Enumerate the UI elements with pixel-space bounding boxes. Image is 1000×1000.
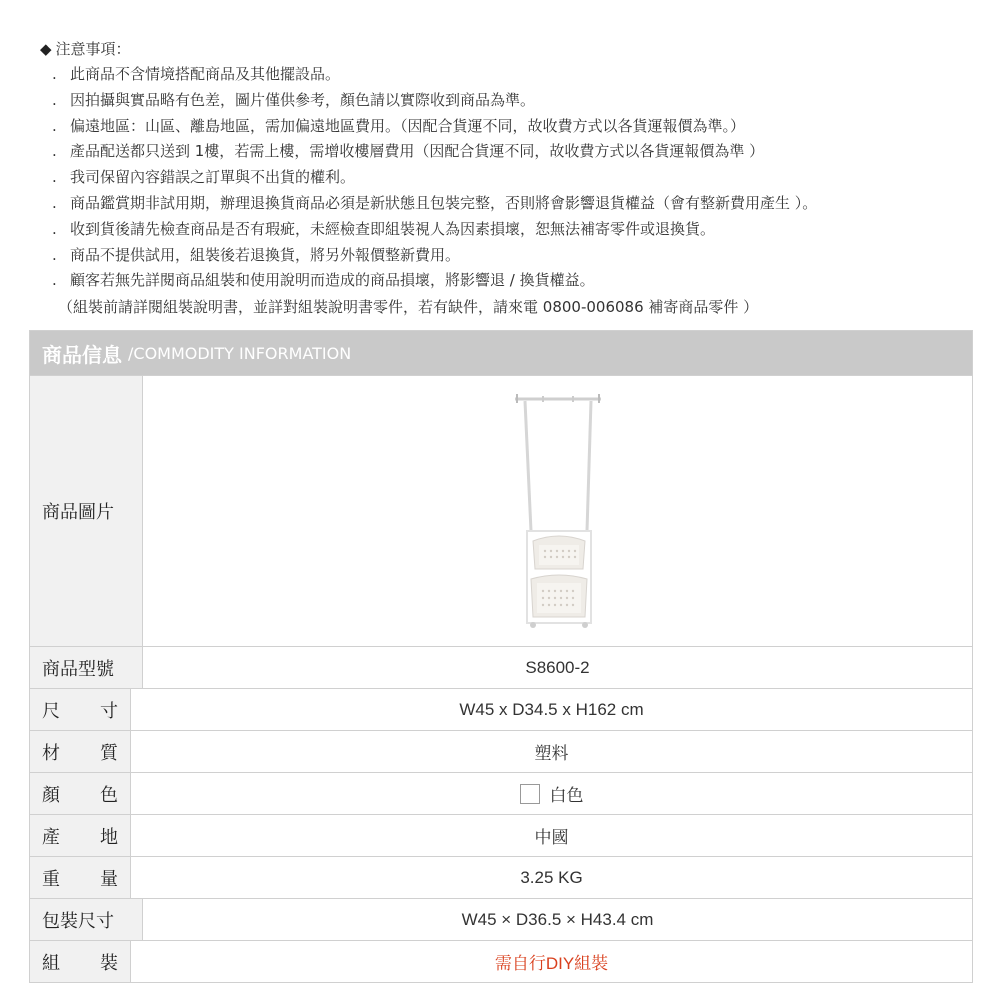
row-label-char: 色 — [100, 784, 118, 806]
table-row-origin — [30, 814, 972, 856]
bullet-icon: . — [52, 142, 57, 161]
table-row-model — [30, 646, 972, 688]
bullet-icon: . — [52, 65, 57, 83]
note-item: . 商品鑑賞期非試用期，辦理退換貨商品必須是新狀態且包裝完整，否則將會影響退貨權益（會有整新費用產生 ）。 — [40, 191, 980, 217]
row-label-char: 重 — [42, 868, 60, 890]
row-label-char: 地 — [100, 826, 118, 848]
info-title-zh: 商品信息 — [42, 342, 122, 367]
diamond-icon: ◆ — [40, 40, 52, 58]
bullet-icon: . — [52, 271, 57, 290]
row-value: W45 × D36.5 × H43.4 cm — [461, 909, 654, 929]
notes-footer: （組裝前請詳閱組裝說明書，並詳對組裝說明書零件，若有缺件，請來電 0800-006086 補寄商品零件 ） — [58, 298, 759, 317]
info-header — [30, 331, 972, 375]
table-row-package-size — [30, 898, 972, 940]
notes-title — [40, 36, 980, 62]
row-value — [131, 773, 972, 814]
note-item: . 商品不提供試用，組裝後若退換貨，將另外報價整新費用。 — [40, 243, 980, 269]
row-label-char: 裝 — [100, 952, 118, 974]
note-item: . 我司保留內容錯誤之訂單與不出貨的權利。 — [40, 165, 980, 191]
note-item: . 產品配送都只送到 1樓，若需上樓，需增收樓層費用（因配合貨運不同，故收費方式以各貨運報價為準 ） — [40, 139, 980, 165]
row-label — [30, 731, 131, 772]
notes-section — [40, 36, 980, 320]
row-label — [30, 773, 131, 814]
row-label: 商品型號 — [30, 647, 143, 688]
table-row-image — [30, 375, 972, 646]
laundry-cart-image — [503, 391, 613, 631]
note-item: . 顧客若無先詳閱商品組裝和使用說明而造成的商品損壞，將影響退 / 換貨權益。 — [40, 268, 980, 294]
bullet-icon: . — [52, 193, 57, 212]
row-value: 需自行DIY組裝 — [494, 954, 609, 973]
row-label — [30, 941, 131, 982]
row-value: 3.25 KG — [520, 867, 583, 887]
bullet-icon: . — [52, 245, 57, 264]
row-label-char: 顏 — [42, 784, 60, 806]
row-label-char: 量 — [100, 868, 118, 890]
row-value: 塑料 — [534, 744, 569, 763]
row-label-char: 尺 — [42, 700, 60, 722]
row-label-char: 組 — [42, 952, 60, 974]
commodity-info-table — [29, 330, 973, 983]
row-label — [30, 689, 131, 730]
info-title-en: /COMMODITY INFORMATION — [128, 343, 352, 363]
row-label — [30, 857, 131, 898]
row-label-char: 材 — [42, 742, 60, 764]
table-row-color — [30, 772, 972, 814]
row-value: W45 x D34.5 x H162 cm — [459, 699, 644, 719]
row-label — [30, 815, 131, 856]
color-swatch — [520, 784, 540, 804]
table-row-assembly — [30, 940, 972, 982]
note-item: . 因拍攝與實品略有色差，圖片僅供參考，顏色請以實際收到商品為準。 — [40, 88, 980, 114]
row-label-char: 質 — [100, 742, 118, 764]
row-label-char: 產 — [42, 826, 60, 848]
product-image — [143, 376, 972, 646]
note-item: . 偏遠地區：山區、離島地區，需加偏遠地區費用。（因配合貨運不同，故收費方式以各貨運報價為準。） — [40, 114, 980, 140]
bullet-icon: . — [52, 116, 57, 135]
row-label: 包裝尺寸 — [30, 899, 143, 940]
row-label-char: 寸 — [100, 700, 118, 722]
table-row-material — [30, 730, 972, 772]
bullet-icon: . — [52, 168, 57, 187]
notes-title-text: 注意事項： — [55, 40, 131, 58]
note-item: . 收到貨後請先檢查商品是否有瑕疵，未經檢查即組裝視人為因素損壞，恕無法補寄零件或退換貨。 — [40, 217, 980, 243]
table-row-weight — [30, 856, 972, 898]
row-value: S8600-2 — [525, 657, 590, 677]
bullet-icon: . — [52, 219, 57, 238]
note-item: . 此商品不含情境搭配商品及其他擺設品。 — [40, 62, 980, 88]
color-name: 白色 — [549, 786, 584, 805]
table-row-size — [30, 688, 972, 730]
row-value: 中國 — [534, 828, 569, 847]
bullet-icon: . — [52, 90, 57, 109]
row-label: 商品圖片 — [30, 376, 143, 646]
